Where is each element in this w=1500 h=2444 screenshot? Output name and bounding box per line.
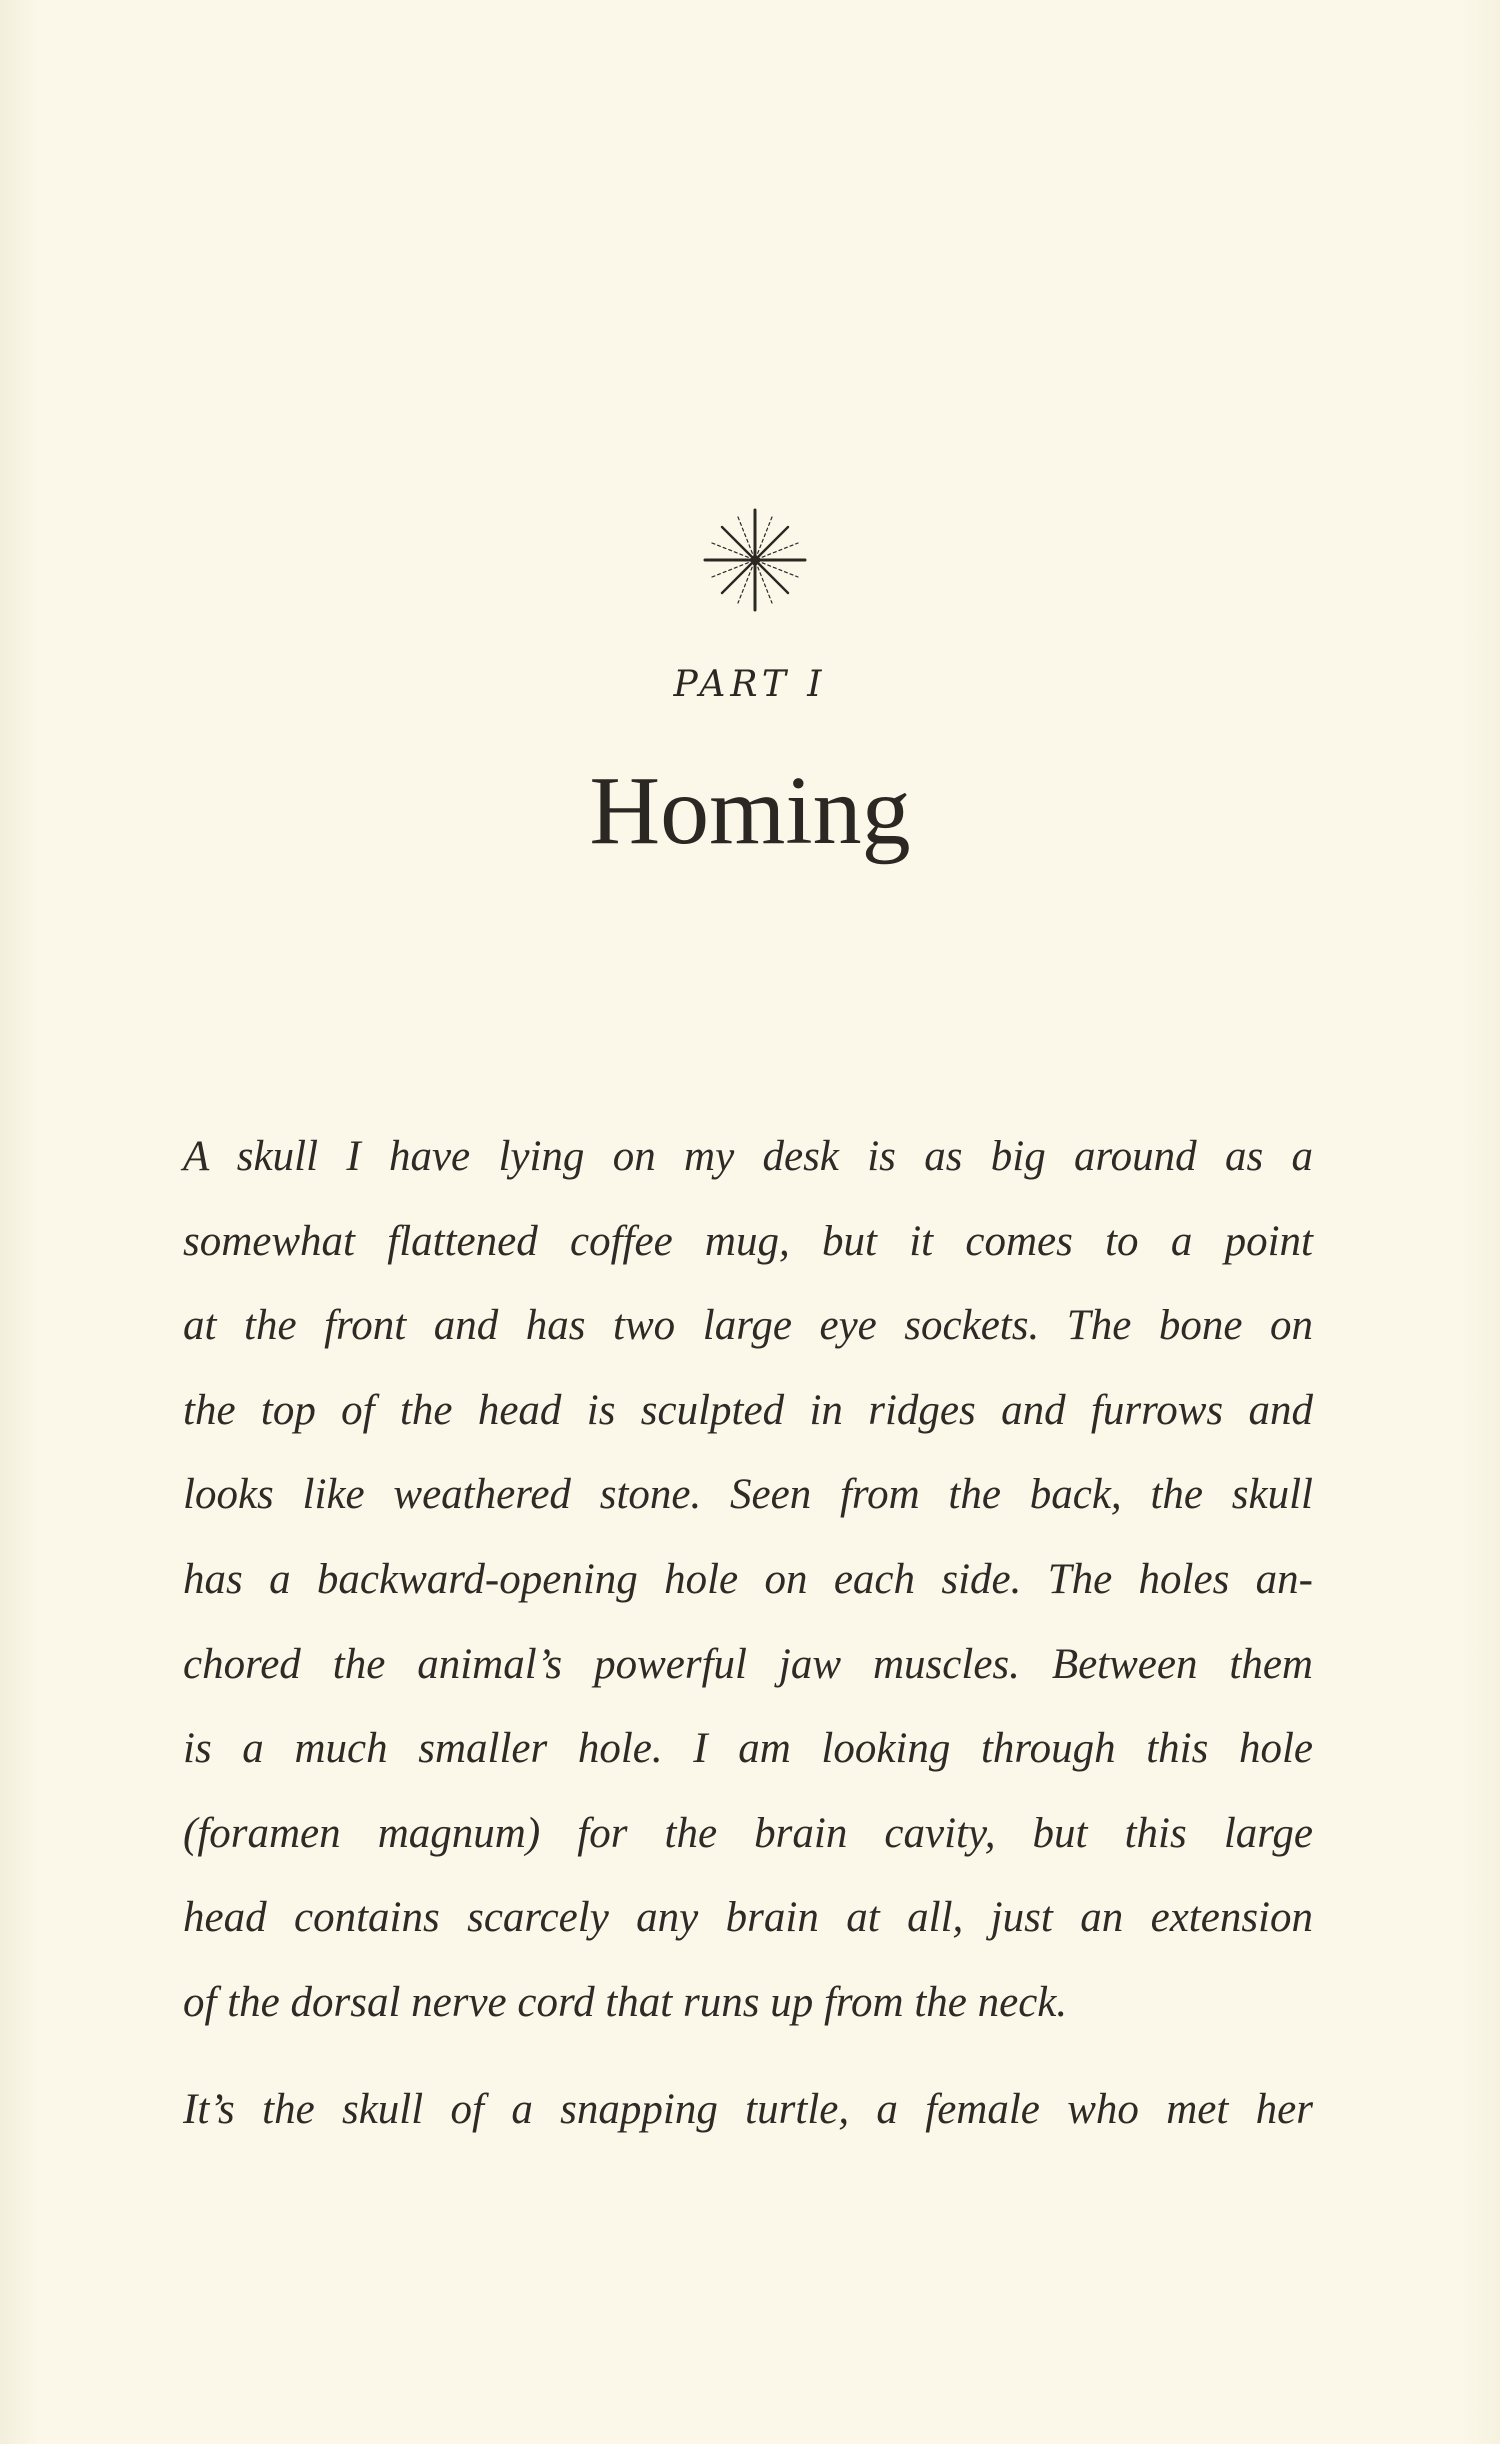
starburst-ornament-icon bbox=[700, 505, 810, 615]
text-line: looks like weathered stone. Seen from the back, the skull bbox=[183, 1471, 1313, 1519]
text-line: somewhat flattened coffee mug, but it comes to a point bbox=[183, 1217, 1313, 1265]
text-line: chored the animal’s powerful jaw muscles. Between them bbox=[183, 1640, 1313, 1688]
paragraph bbox=[183, 1115, 1313, 2046]
body-text bbox=[183, 1115, 1313, 2152]
text-line: the top of the head is sculpted in ridges and furrows and bbox=[183, 1386, 1313, 1434]
text-line: (foramen magnum) for the brain cavity, but this large bbox=[183, 1809, 1313, 1857]
text-line: It’s the skull of a snapping turtle, a female who met her bbox=[183, 2085, 1313, 2133]
chapter-title: Homing bbox=[589, 757, 911, 865]
text-line: head contains scarcely any brain at all, just an extension bbox=[183, 1894, 1313, 1942]
paragraph-spacer bbox=[183, 2046, 1313, 2068]
paragraph bbox=[183, 2068, 1313, 2153]
text-line: has a backward-opening hole on each side. The holes an- bbox=[183, 1555, 1313, 1603]
part-label: PART I bbox=[673, 664, 827, 705]
text-line: at the front and has two large eye sockets. The bone on bbox=[183, 1302, 1313, 1350]
text-line: A skull I have lying on my desk is as big around as a bbox=[183, 1133, 1313, 1180]
text-line: is a much smaller hole. I am looking through this hole bbox=[183, 1725, 1313, 1773]
text-line: of the dorsal nerve cord that runs up from the neck. bbox=[183, 1978, 1068, 2026]
